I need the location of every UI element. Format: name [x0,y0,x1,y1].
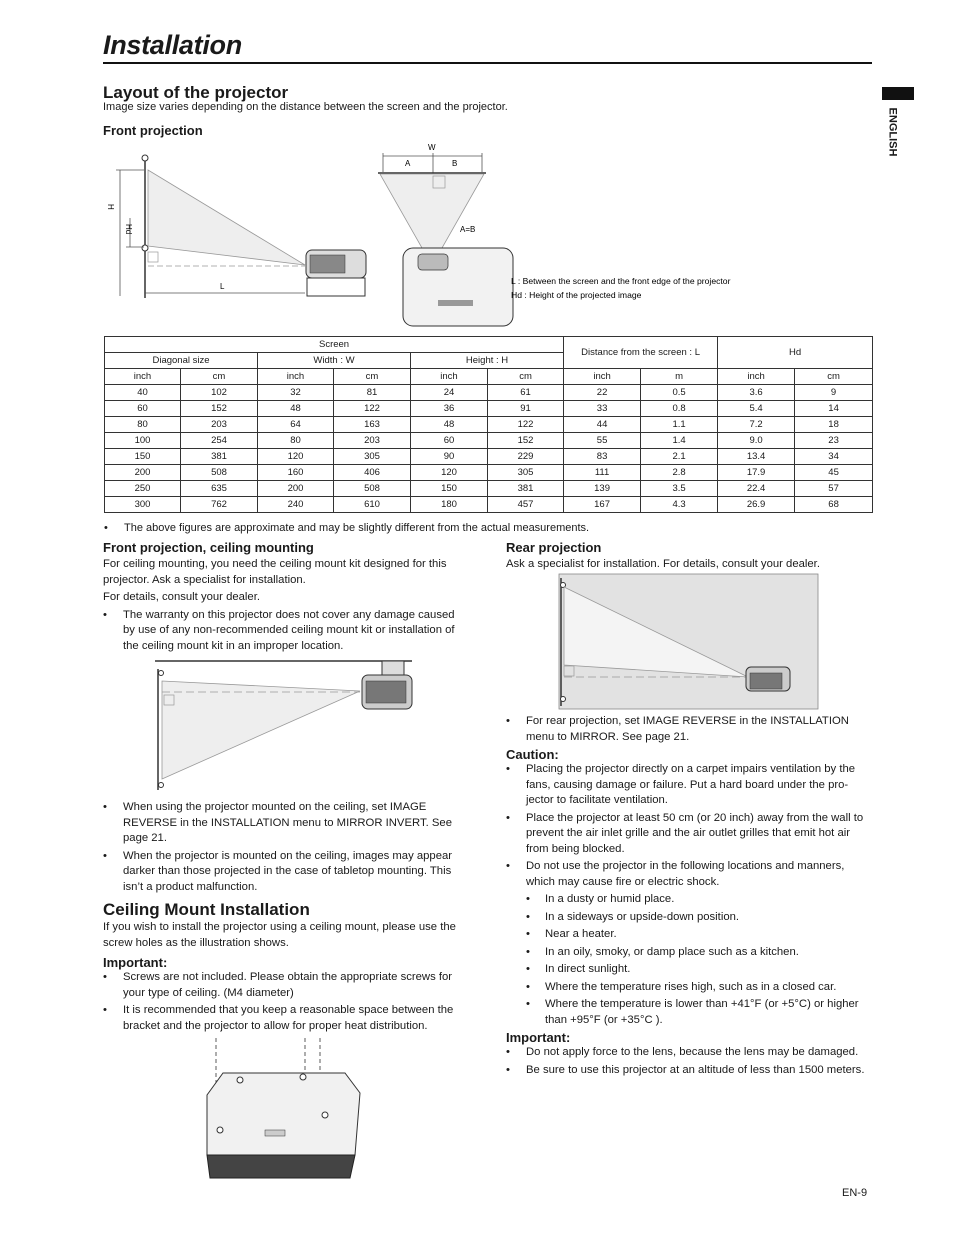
layout-intro: Image size varies depending on the distance between the screen and the projector. [103,101,508,113]
table-cell: 150 [105,449,181,465]
rear-projection-diagram [558,573,820,711]
table-cell: 22.4 [718,481,795,497]
label-l: L [220,282,225,291]
table-cell: 9.0 [718,433,795,449]
table-cell: 22 [564,385,641,401]
rear-intro: Ask a specialist for installation. For details, consult your dealer. [506,558,820,570]
table-cell: 40 [105,385,181,401]
table-cell: 1.4 [641,433,718,449]
mount-intro: If you wish to install the projector using a ceiling mount, please use the screw holes as the illustration shows. [103,921,456,949]
table-cell: 68 [795,497,873,513]
unit-cell: inch [105,369,181,385]
table-cell: 7.2 [718,417,795,433]
ceiling-notes [103,800,468,897]
table-cell: 610 [334,497,411,513]
table-cell: 300 [105,497,181,513]
rear-important-heading: Important: [506,1030,571,1045]
table-cell: 1.1 [641,417,718,433]
table-cell: 229 [488,449,564,465]
rear-heading: Rear projection [506,540,602,555]
table-cell: 180 [411,497,488,513]
table-cell: 406 [334,465,411,481]
table-cell: 150 [411,481,488,497]
table-cell: 2.8 [641,465,718,481]
rear-notes [506,714,873,1080]
table-cell: 90 [411,449,488,465]
table-cell: 163 [334,417,411,433]
label-a: A [405,159,411,168]
table-cell: 0.5 [641,385,718,401]
unit-cell: cm [334,369,411,385]
ceiling-mount-diagram [150,655,420,795]
caution-sub-4: • In an oily, smoky, or damp place such as a kitchen. [506,945,873,961]
table-cell: 34 [795,449,873,465]
caution-bullet-3: • Do not use the projector in the following locations and manners, which may cause fire or electric shock. [506,859,873,890]
table-header-width: Width : W [258,353,411,369]
caution-sub-6: • Where the temperature rises high, such as in a closed car. [506,980,873,996]
table-cell: 508 [334,481,411,497]
table-cell: 55 [564,433,641,449]
ceiling-heading: Front projection, ceiling mounting [103,540,314,555]
table-cell: 3.6 [718,385,795,401]
table-cell: 635 [181,481,258,497]
table-cell: 203 [334,433,411,449]
table-row [105,465,873,481]
title-rule [103,62,872,64]
rear-section [506,540,873,573]
table-cell: 102 [181,385,258,401]
table-cell: 80 [258,433,334,449]
table-cell: 139 [564,481,641,497]
rear-important-2: • Be sure to use this projector at an altitude of less than 1500 meters. [506,1063,873,1079]
table-header-screen: Screen [105,337,564,353]
table-cell: 32 [258,385,334,401]
label-h: H [106,204,115,210]
projector-bottom-illustration [195,1035,370,1185]
table-cell: 111 [564,465,641,481]
mount-section [103,900,468,1036]
table-cell: 381 [181,449,258,465]
mount-bullet-2: • It is recommended that you keep a reasonable space between the bracket and the projector to allow for proper heat distribution. [103,1003,468,1034]
table-cell: 200 [105,465,181,481]
table-cell: 60 [105,401,181,417]
page-title: Installation [103,30,242,60]
table-cell: 457 [488,497,564,513]
caution-sub-3: • Near a heater. [506,927,873,943]
table-cell: 0.8 [641,401,718,417]
table-cell: 167 [564,497,641,513]
table-cell: 60 [411,433,488,449]
table-cell: 508 [181,465,258,481]
ceiling-p1: For ceiling mounting, you need the ceiling mount kit designed for this projector. Ask a specialist for installation. [103,558,447,586]
label-b: B [452,159,458,168]
table-row [105,481,873,497]
language-tab-label: ENGLISH [886,107,899,157]
legend-l: L : Between the screen and the front edge of the projector [511,276,731,286]
page-number: EN-9 [842,1187,868,1199]
table-cell: 152 [181,401,258,417]
caution-sub-2: • In a sideways or upside-down position. [506,910,873,926]
projection-distance-table [104,336,873,513]
table-cell: 61 [488,385,564,401]
table-header-diagonal: Diagonal size [105,353,258,369]
table-cell: 120 [258,449,334,465]
ceiling-p2: For details, consult your dealer. [103,591,260,603]
table-cell: 48 [411,417,488,433]
caution-sub-1: • In a dusty or humid place. [506,892,873,908]
table-cell: 2.1 [641,449,718,465]
ceiling-bullet-3: • When the projector is mounted on the ceiling, images may appear darker than those projected in the case of tabletop mounting. This isn’t a product malfunction. [103,849,468,896]
language-tab [880,104,900,164]
table-cell: 33 [564,401,641,417]
table-cell: 81 [334,385,411,401]
table-cell: 23 [795,433,873,449]
table-cell: 762 [181,497,258,513]
language-tab-marker [882,87,914,100]
table-cell: 120 [411,465,488,481]
caution-sub-5: • In direct sunlight. [506,962,873,978]
mount-bullet-1: • Screws are not included. Please obtain the appropriate screws for your type of ceiling. (M4 diameter) [103,970,468,1001]
table-cell: 9 [795,385,873,401]
table-cell: 48 [258,401,334,417]
caution-sub-7: • Where the temperature is lower than +41°F (or +5°C) or higher than +95°F (or +35°C ). [506,997,873,1028]
table-cell: 4.3 [641,497,718,513]
unit-cell: inch [564,369,641,385]
table-row [105,401,873,417]
table-cell: 44 [564,417,641,433]
table-units-row [105,369,873,385]
table-cell: 83 [564,449,641,465]
front-projection-diagram [100,140,800,332]
table-cell: 305 [334,449,411,465]
rear-important-1: • Do not apply force to the lens, because the lens may be damaged. [506,1045,873,1061]
unit-cell: cm [181,369,258,385]
table-cell: 122 [334,401,411,417]
table-cell: 3.5 [641,481,718,497]
table-cell: 26.9 [718,497,795,513]
table-cell: 80 [105,417,181,433]
table-row [105,497,873,513]
caution-heading: Caution: [506,747,559,762]
table-cell: 240 [258,497,334,513]
unit-cell: m [641,369,718,385]
table-cell: 36 [411,401,488,417]
table-row [105,449,873,465]
label-w: W [428,143,436,152]
caution-bullet-1: • Placing the projector directly on a carpet impairs ventilation by the fans, causing damage or failure. Put a hard board under the pro-jector to facilitate ventilation. [506,762,873,809]
unit-cell: inch [411,369,488,385]
table-header-height: Height : H [411,353,564,369]
caution-bullet-2: • Place the projector at least 50 cm (or 20 inch) away from the wall to prevent the air inlet grille and the air outlet grilles that emit hot air from being blocked. [506,811,873,858]
layout-heading: Layout of the projector [103,83,289,102]
mount-important-heading: Important: [103,955,168,970]
ceiling-bullet-1: • The warranty on this projector does not cover any damage caused by use of any non-recommended ceiling mount kit or installation of the ceiling mount kit in an improper location. [103,608,468,655]
table-cell: 17.9 [718,465,795,481]
table-cell: 18 [795,417,873,433]
unit-cell: inch [718,369,795,385]
table-body [105,385,873,513]
rear-bullet-1: • For rear projection, set IMAGE REVERSE in the INSTALLATION menu to MIRROR. See page 21. [506,714,873,745]
table-row [105,385,873,401]
mount-heading: Ceiling Mount Installation [103,900,310,919]
table-cell: 24 [411,385,488,401]
table-cell: 381 [488,481,564,497]
table-cell: 203 [181,417,258,433]
table-cell: 45 [795,465,873,481]
ceiling-section [103,540,468,656]
table-row [105,433,873,449]
table-cell: 57 [795,481,873,497]
table-cell: 305 [488,465,564,481]
ceiling-bullet-2: • When using the projector mounted on the ceiling, set IMAGE REVERSE in the INSTALLATION menu to MIRROR INVERT. See page 21. [103,800,468,847]
unit-cell: cm [488,369,564,385]
table-cell: 200 [258,481,334,497]
table-row [105,417,873,433]
unit-cell: cm [795,369,873,385]
table-cell: 64 [258,417,334,433]
table-cell: 122 [488,417,564,433]
unit-cell: inch [258,369,334,385]
front-projection-heading: Front projection [103,123,203,138]
table-cell: 152 [488,433,564,449]
table-cell: 5.4 [718,401,795,417]
table-note: • The above figures are approximate and may be slightly different from the actual measurements. [104,521,884,537]
table-cell: 13.4 [718,449,795,465]
table-cell: 91 [488,401,564,417]
table-cell: 250 [105,481,181,497]
table-cell: 160 [258,465,334,481]
label-hd: Hd [124,224,133,235]
table-header-distance: Distance from the screen : L [564,337,718,369]
table-cell: 254 [181,433,258,449]
label-a-eq-b: A=B [460,225,476,234]
table-header-hd: Hd [718,337,873,369]
table-cell: 14 [795,401,873,417]
legend-hd: Hd : Height of the projected image [511,290,642,300]
table-cell: 100 [105,433,181,449]
